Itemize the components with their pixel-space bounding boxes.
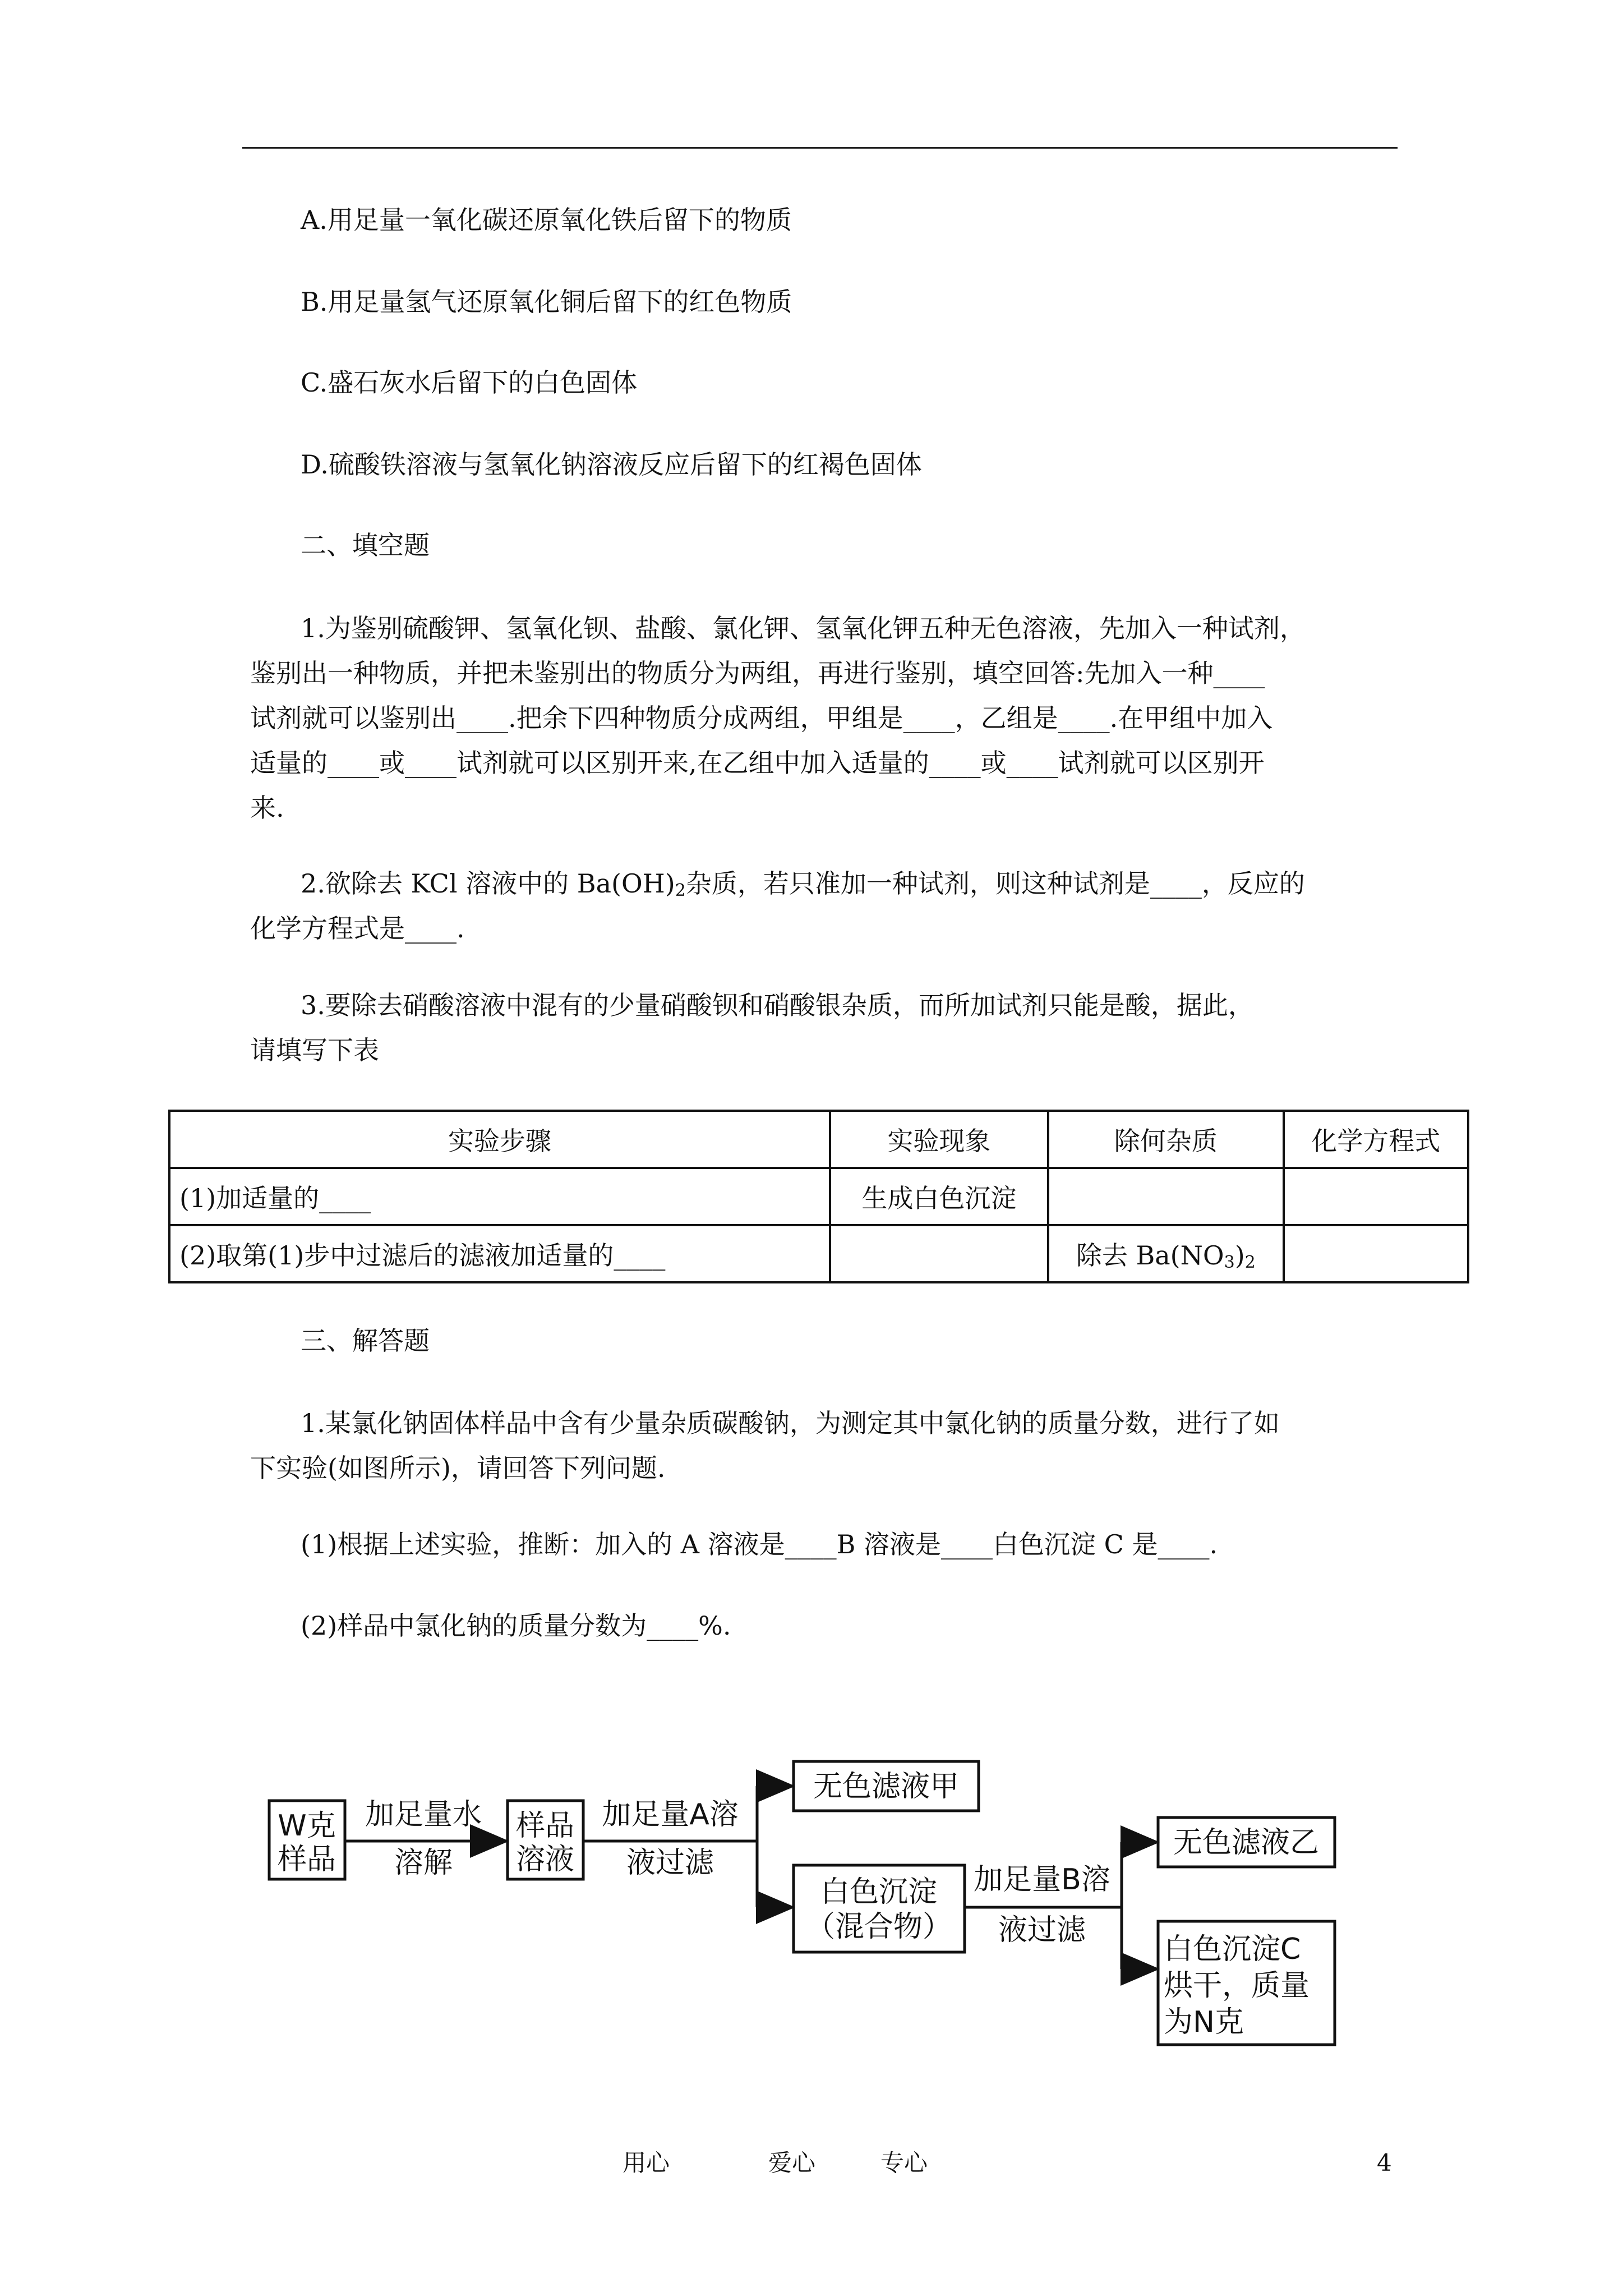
arrow3-l1: 加足量B溶 [974,1863,1110,1897]
box-filtrate-a-text: 无色滤液甲 [813,1770,960,1803]
arrow2-l2: 液过滤 [626,1846,714,1880]
box-precipitate-l1: 白色沉淀 [820,1875,938,1909]
q1-line-1: 1.为鉴别硫酸钾、氢氧化钡、盐酸、氯化钾、氢氧化钾五种无色溶液，先加入一种试剂， [301,613,1306,643]
row2-equation [1284,1225,1468,1282]
box-sample-l2: 样品 [277,1843,336,1876]
q2-line-1 [301,867,1305,908]
s3-sub-1: (1)根据上述实验，推断：加入的 A 溶液是____B 溶液是____白色沉淀 C 是____. [301,1529,1218,1559]
box-precipitate-c-l3: 为N克 [1164,2005,1244,2039]
arrow1-l1: 加足量水 [365,1798,482,1832]
q3-line-1: 3.要除去硝酸溶液中混有的少量硝酸钡和硝酸银杂质，而所加试剂只能是酸，据此， [301,990,1254,1020]
experiment-table [168,1110,1469,1283]
q1-line-4: 适量的____或____试剂就可以区别开来,在乙组中加入适量的____或____试剂就可以区别开 [250,748,1265,778]
q3-line-2: 请填写下表 [250,1035,379,1065]
header-equation: 化学方程式 [1284,1111,1468,1168]
footer-motto-3: 专心 [880,2149,928,2177]
box-precipitate-l2: （混合物） [805,1910,952,1944]
row2-phenomenon [830,1225,1048,1282]
row1-step: (1)加适量的____ [169,1168,830,1225]
option-a: A.用足量一氧化碳还原氧化铁后留下的物质 [301,205,792,235]
arrow2-l1: 加足量A溶 [602,1798,739,1832]
row1-equation [1284,1168,1468,1225]
row2-impurity-sub: 3 [1224,1253,1235,1272]
s3-sub-2: (2)样品中氯化钠的质量分数为____%. [301,1611,731,1641]
q2-subscript: 2 [675,881,686,900]
q1-line-2: 鉴别出一种物质，并把未鉴别出的物质分为两组，再进行鉴别，填空回答:先加入一种____ [250,658,1265,688]
box-solution-l1: 样品 [515,1809,575,1843]
header-step: 实验步骤 [169,1111,830,1168]
q1-line-5: 来. [250,793,284,823]
row2-impurity [1048,1225,1283,1282]
row1-impurity [1048,1168,1283,1225]
row2-impurity-sub2: 2 [1244,1253,1256,1272]
option-c: C.盛石灰水后留下的白色固体 [301,367,638,398]
table-row [169,1168,1468,1225]
table-header-row [169,1111,1468,1168]
box-precipitate-c-l1: 白色沉淀C [1164,1932,1301,1966]
arrow3-l2: 液过滤 [998,1913,1086,1947]
footer-motto-2: 爱心 [768,2149,816,2177]
section-heading-fill-in: 二、填空题 [301,530,430,560]
flowchart [247,1739,1368,2053]
q2-text-b: 杂质，若只准加一种试剂，则这种试剂是____，反应的 [685,868,1305,899]
box-sample-l1: W克 [278,1809,336,1843]
option-d: D.硫酸铁溶液与氢氧化钠溶液反应后留下的红褐色固体 [301,449,922,480]
row1-phenomenon: 生成白色沉淀 [830,1168,1048,1225]
box-solution-l2: 溶液 [515,1843,575,1876]
footer-motto-1: 用心 [623,2149,670,2177]
row2-impurity-text-b: ) [1234,1240,1245,1271]
row2-impurity-text-a: 除去 Ba(NO [1076,1240,1224,1271]
header-phenomenon: 实验现象 [830,1111,1048,1168]
header-rule [242,147,1398,149]
section-heading-answer: 三、解答题 [301,1326,430,1356]
table-row [169,1225,1468,1282]
q2-text-a: 2.欲除去 KCl 溶液中的 Ba(OH) [301,868,675,899]
page-number: 4 [1377,2149,1392,2177]
box-precipitate-c-l2: 烘干，质量 [1164,1969,1310,2003]
row2-step: (2)取第(1)步中过滤后的滤液加适量的____ [169,1225,830,1282]
box-filtrate-b-text: 无色滤液乙 [1173,1826,1320,1860]
q2-line-2: 化学方程式是____. [250,913,465,944]
q1-line-3: 试剂就可以鉴别出____.把余下四种物质分成两组，甲组是____，乙组是____.在甲组中加入 [250,703,1273,733]
s3-q1-line-1: 1.某氯化钠固体样品中含有少量杂质碳酸钠，为测定其中氯化钠的质量分数，进行了如 [301,1408,1280,1438]
s3-q1-line-2: 下实验(如图所示)，请回答下列问题. [250,1453,666,1483]
option-b: B.用足量氢气还原氧化铜后留下的红色物质 [301,287,792,317]
arrow1-l2: 溶解 [394,1846,453,1880]
header-impurity: 除何杂质 [1048,1111,1283,1168]
